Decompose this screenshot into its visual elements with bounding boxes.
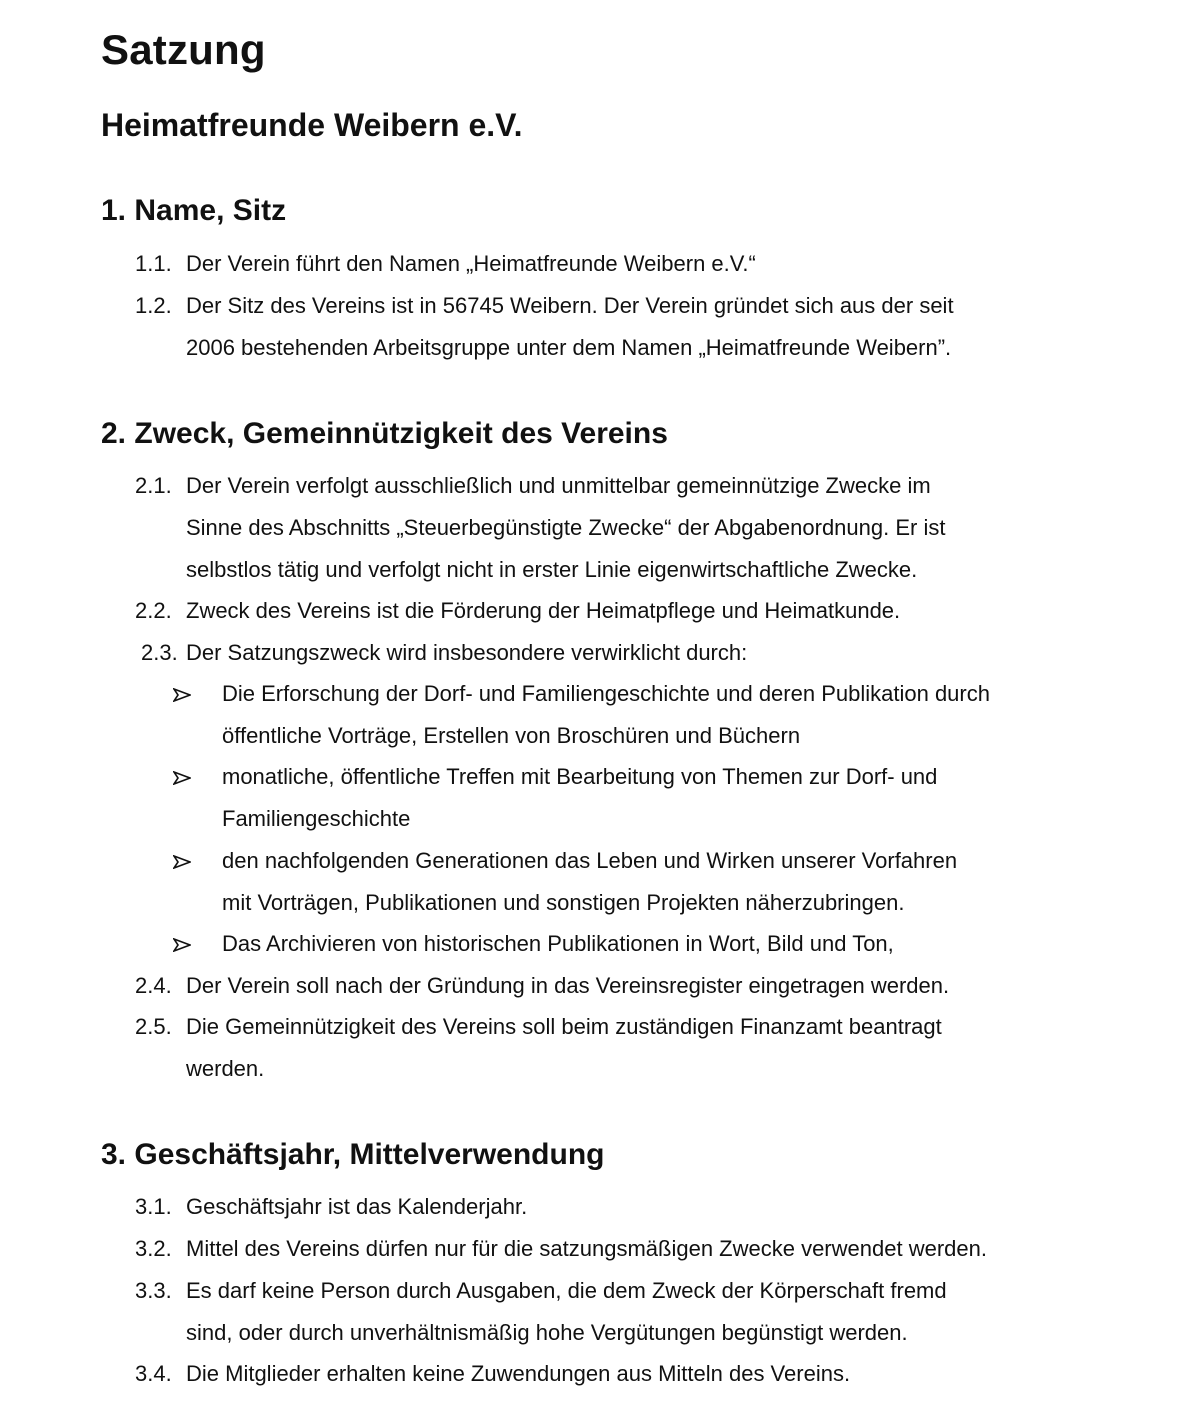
clause-1-1 bbox=[135, 243, 1095, 285]
clause-number: 1.1. bbox=[135, 251, 172, 276]
clause-1-2 bbox=[135, 285, 1095, 369]
clause-text-line: Die Gemeinnützigkeit des Vereins soll beim zuständigen Finanzamt beantragt bbox=[186, 1014, 942, 1039]
bullet-text-line: öffentliche Vorträge, Erstellen von Broschüren und Büchern bbox=[222, 723, 801, 748]
clause-number: 2.5. bbox=[135, 1014, 172, 1039]
arrowhead-bullet-icon bbox=[172, 673, 196, 715]
clause-number: 3.2. bbox=[135, 1236, 172, 1261]
document-subtitle: Heimatfreunde Weibern e.V. bbox=[101, 107, 523, 143]
arrowhead-bullet-icon bbox=[172, 840, 196, 882]
section-1-heading bbox=[101, 191, 286, 231]
clause-text-line: Der Verein verfolgt ausschließlich und unmittelbar gemeinnützige Zwecke im bbox=[186, 473, 931, 498]
bullet-text-line: Familiengeschichte bbox=[222, 806, 411, 831]
clause-text: Die Mitglieder erhalten keine Zuwendungen aus Mitteln des Vereins. bbox=[186, 1361, 851, 1386]
clause-text: Zweck des Vereins ist die Förderung der Heimatpflege und Heimatkunde. bbox=[186, 598, 901, 623]
bullet-text-line: Die Erforschung der Dorf- und Familiengeschichte und deren Publikation durch bbox=[222, 681, 990, 706]
clause-3-4 bbox=[135, 1353, 1095, 1395]
section-number: 3. bbox=[101, 1138, 127, 1171]
bullet-item bbox=[172, 923, 1072, 965]
clause-text-line: Es darf keine Person durch Ausgaben, die dem Zweck der Körperschaft fremd bbox=[186, 1278, 947, 1303]
clause-3-2 bbox=[135, 1228, 1095, 1270]
clause-text: Der Verein führt den Namen „Heimatfreunde Weibern e.V.“ bbox=[186, 251, 756, 276]
document-title: Satzung bbox=[101, 26, 266, 73]
clause-text: Der Verein soll nach der Gründung in das Vereinsregister eingetragen werden. bbox=[186, 973, 950, 998]
clause-2-4 bbox=[135, 965, 1095, 1007]
clause-number: 3.3. bbox=[135, 1278, 172, 1303]
section-3-heading bbox=[101, 1135, 605, 1175]
arrowhead-bullet-icon bbox=[172, 756, 196, 798]
bullet-text-line: Das Archivieren von historischen Publikationen in Wort, Bild und Ton, bbox=[222, 931, 894, 956]
clause-number: 3.4. bbox=[135, 1361, 172, 1386]
clause-text-line: Sinne des Abschnitts „Steuerbegünstigte Zwecke“ der Abgabenordnung. Er ist bbox=[186, 515, 946, 540]
clause-3-1 bbox=[135, 1186, 1095, 1228]
clause-2-5 bbox=[135, 1006, 1095, 1090]
clause-number: 1.2. bbox=[135, 293, 172, 318]
section-title: Geschäftsjahr, Mittelverwendung bbox=[134, 1138, 605, 1171]
clause-text: Mittel des Vereins dürfen nur für die satzungsmäßigen Zwecke verwendet werden. bbox=[186, 1236, 987, 1261]
clause-number: 2.2. bbox=[135, 598, 172, 623]
section-title: Zweck, Gemeinnützigkeit des Vereins bbox=[134, 417, 668, 450]
clause-text-line: Der Sitz des Vereins ist in 56745 Weibern. Der Verein gründet sich aus der seit bbox=[186, 293, 954, 318]
clause-text-line: werden. bbox=[186, 1056, 265, 1081]
arrowhead-bullet-icon bbox=[172, 923, 196, 965]
bullet-item bbox=[172, 840, 1072, 924]
clause-number: 2.4. bbox=[135, 973, 172, 998]
section-2-heading bbox=[101, 414, 668, 454]
clause-2-2 bbox=[135, 590, 1095, 632]
clause-text-line: 2006 bestehenden Arbeitsgruppe unter dem Namen „Heimatfreunde Weibern”. bbox=[186, 335, 952, 360]
clause-2-3 bbox=[141, 632, 1101, 674]
bullet-item bbox=[172, 756, 1072, 840]
section-number: 2. bbox=[101, 417, 127, 450]
bullet-text-line: monatliche, öffentliche Treffen mit Bearbeitung von Themen zur Dorf- und bbox=[222, 764, 938, 789]
bullet-item bbox=[172, 673, 1072, 757]
clause-text: Geschäftsjahr ist das Kalenderjahr. bbox=[186, 1194, 528, 1219]
section-title: Name, Sitz bbox=[134, 194, 287, 227]
section-number: 1. bbox=[101, 194, 127, 227]
clause-2-1 bbox=[135, 465, 1095, 591]
clause-3-3 bbox=[135, 1270, 1095, 1354]
clause-number: 2.1. bbox=[135, 473, 172, 498]
clause-text-line: sind, oder durch unverhältnismäßig hohe Vergütungen begünstigt werden. bbox=[186, 1320, 908, 1345]
clause-text: Der Satzungszweck wird insbesondere verwirklicht durch: bbox=[186, 640, 748, 665]
clause-number: 2.3. bbox=[141, 640, 178, 665]
bullet-text-line: mit Vorträgen, Publikationen und sonstigen Projekten näherzubringen. bbox=[222, 890, 905, 915]
bullet-text-line: den nachfolgenden Generationen das Leben und Wirken unserer Vorfahren bbox=[222, 848, 958, 873]
clause-text-line: selbstlos tätig und verfolgt nicht in erster Linie eigenwirtschaftliche Zwecke. bbox=[186, 557, 918, 582]
clause-number: 3.1. bbox=[135, 1194, 172, 1219]
